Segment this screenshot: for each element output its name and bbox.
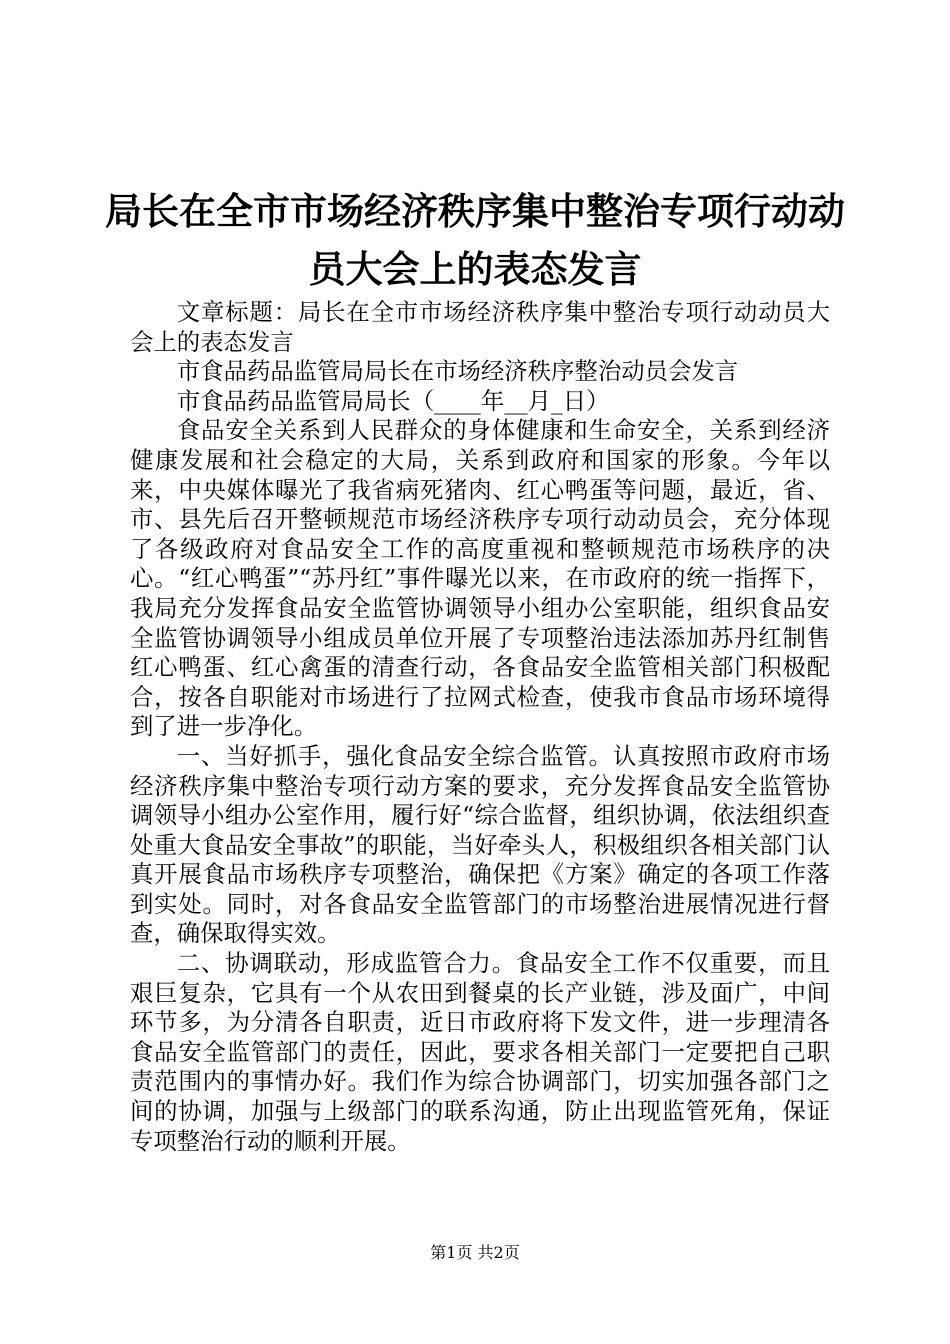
paragraph-subtitle: 市食品药品监管局局长在市场经济秩序整治动员会发言 xyxy=(176,357,739,386)
paragraph-point-one: 一、当好抓手，强化食品安全综合监管。认真按照市政府市场经济秩序集中整治专项行动方案的要求，充分发挥食品安全监管协调领导小组办公室作用，履行好“综合监督，组织协调，依法组织查处重大食品安全事故”的职能，当好牵头人，积极组织各相关部门认真开展食品市场秩序专项整治，确保把《方案》确定的各项工作落到实处。同时，对各食品安全监管部门的市场整治进展情况进行督查，确保取得实效。 xyxy=(130,741,830,948)
paragraph-speaker-date: 市食品药品监管局局长（____年__月_日） xyxy=(176,386,610,415)
paragraph-point-two: 二、协调联动，形成监管合力。食品安全工作不仅重要，而且艰巨复杂，它具有一个从农田到餐桌的长产业链，涉及面广，中间环节多，为分清各自职责，近日市政府将下发文件，进一步理清各食品安全监管部门的责任，因此，要求各相关部门一定要把自己职责范围内的事情办好。我们作为综合协调部门，切实加强各部门之间的协调，加强与上级部门的联系沟通，防止出现监管死角，保证专项整治行动的顺利开展。 xyxy=(130,949,830,1155)
document-title: 局长在全市市场经济秩序集中整治专项行动动员大会上的表态发言 xyxy=(105,189,845,291)
paragraph-article-title: 文章标题：局长在全市市场经济秩序集中整治专项行动动员大会上的表态发言 xyxy=(130,298,830,356)
page-footer: 第1页 共2页 xyxy=(430,1243,520,1262)
document-body xyxy=(130,298,830,1156)
paragraph-intro: 食品安全关系到人民群众的身体健康和生命安全，关系到经济健康发展和社会稳定的大局，关系到政府和国家的形象。今年以来，中央媒体曝光了我省病死猪肉、红心鸭蛋等问题，最近，省、市、县先后召开整顿规范市场经济秩序专项行动动员会，充分体现了各级政府对食品安全工作的高度重视和整顿规范市场秩序的决心。“红心鸭蛋”“苏丹红”事件曝光以来，在市政府的统一指挥下，我局充分发挥食品安全监管协调领导小组办公室职能，组织食品安全监管协调领导小组成员单位开展了专项整治违法添加苏丹红制售红心鸭蛋、红心禽蛋的清查行动，各食品安全监管相关部门积极配合，按各自职能对市场进行了拉网式检查，使我市食品市场环境得到了进一步净化。 xyxy=(130,416,830,741)
